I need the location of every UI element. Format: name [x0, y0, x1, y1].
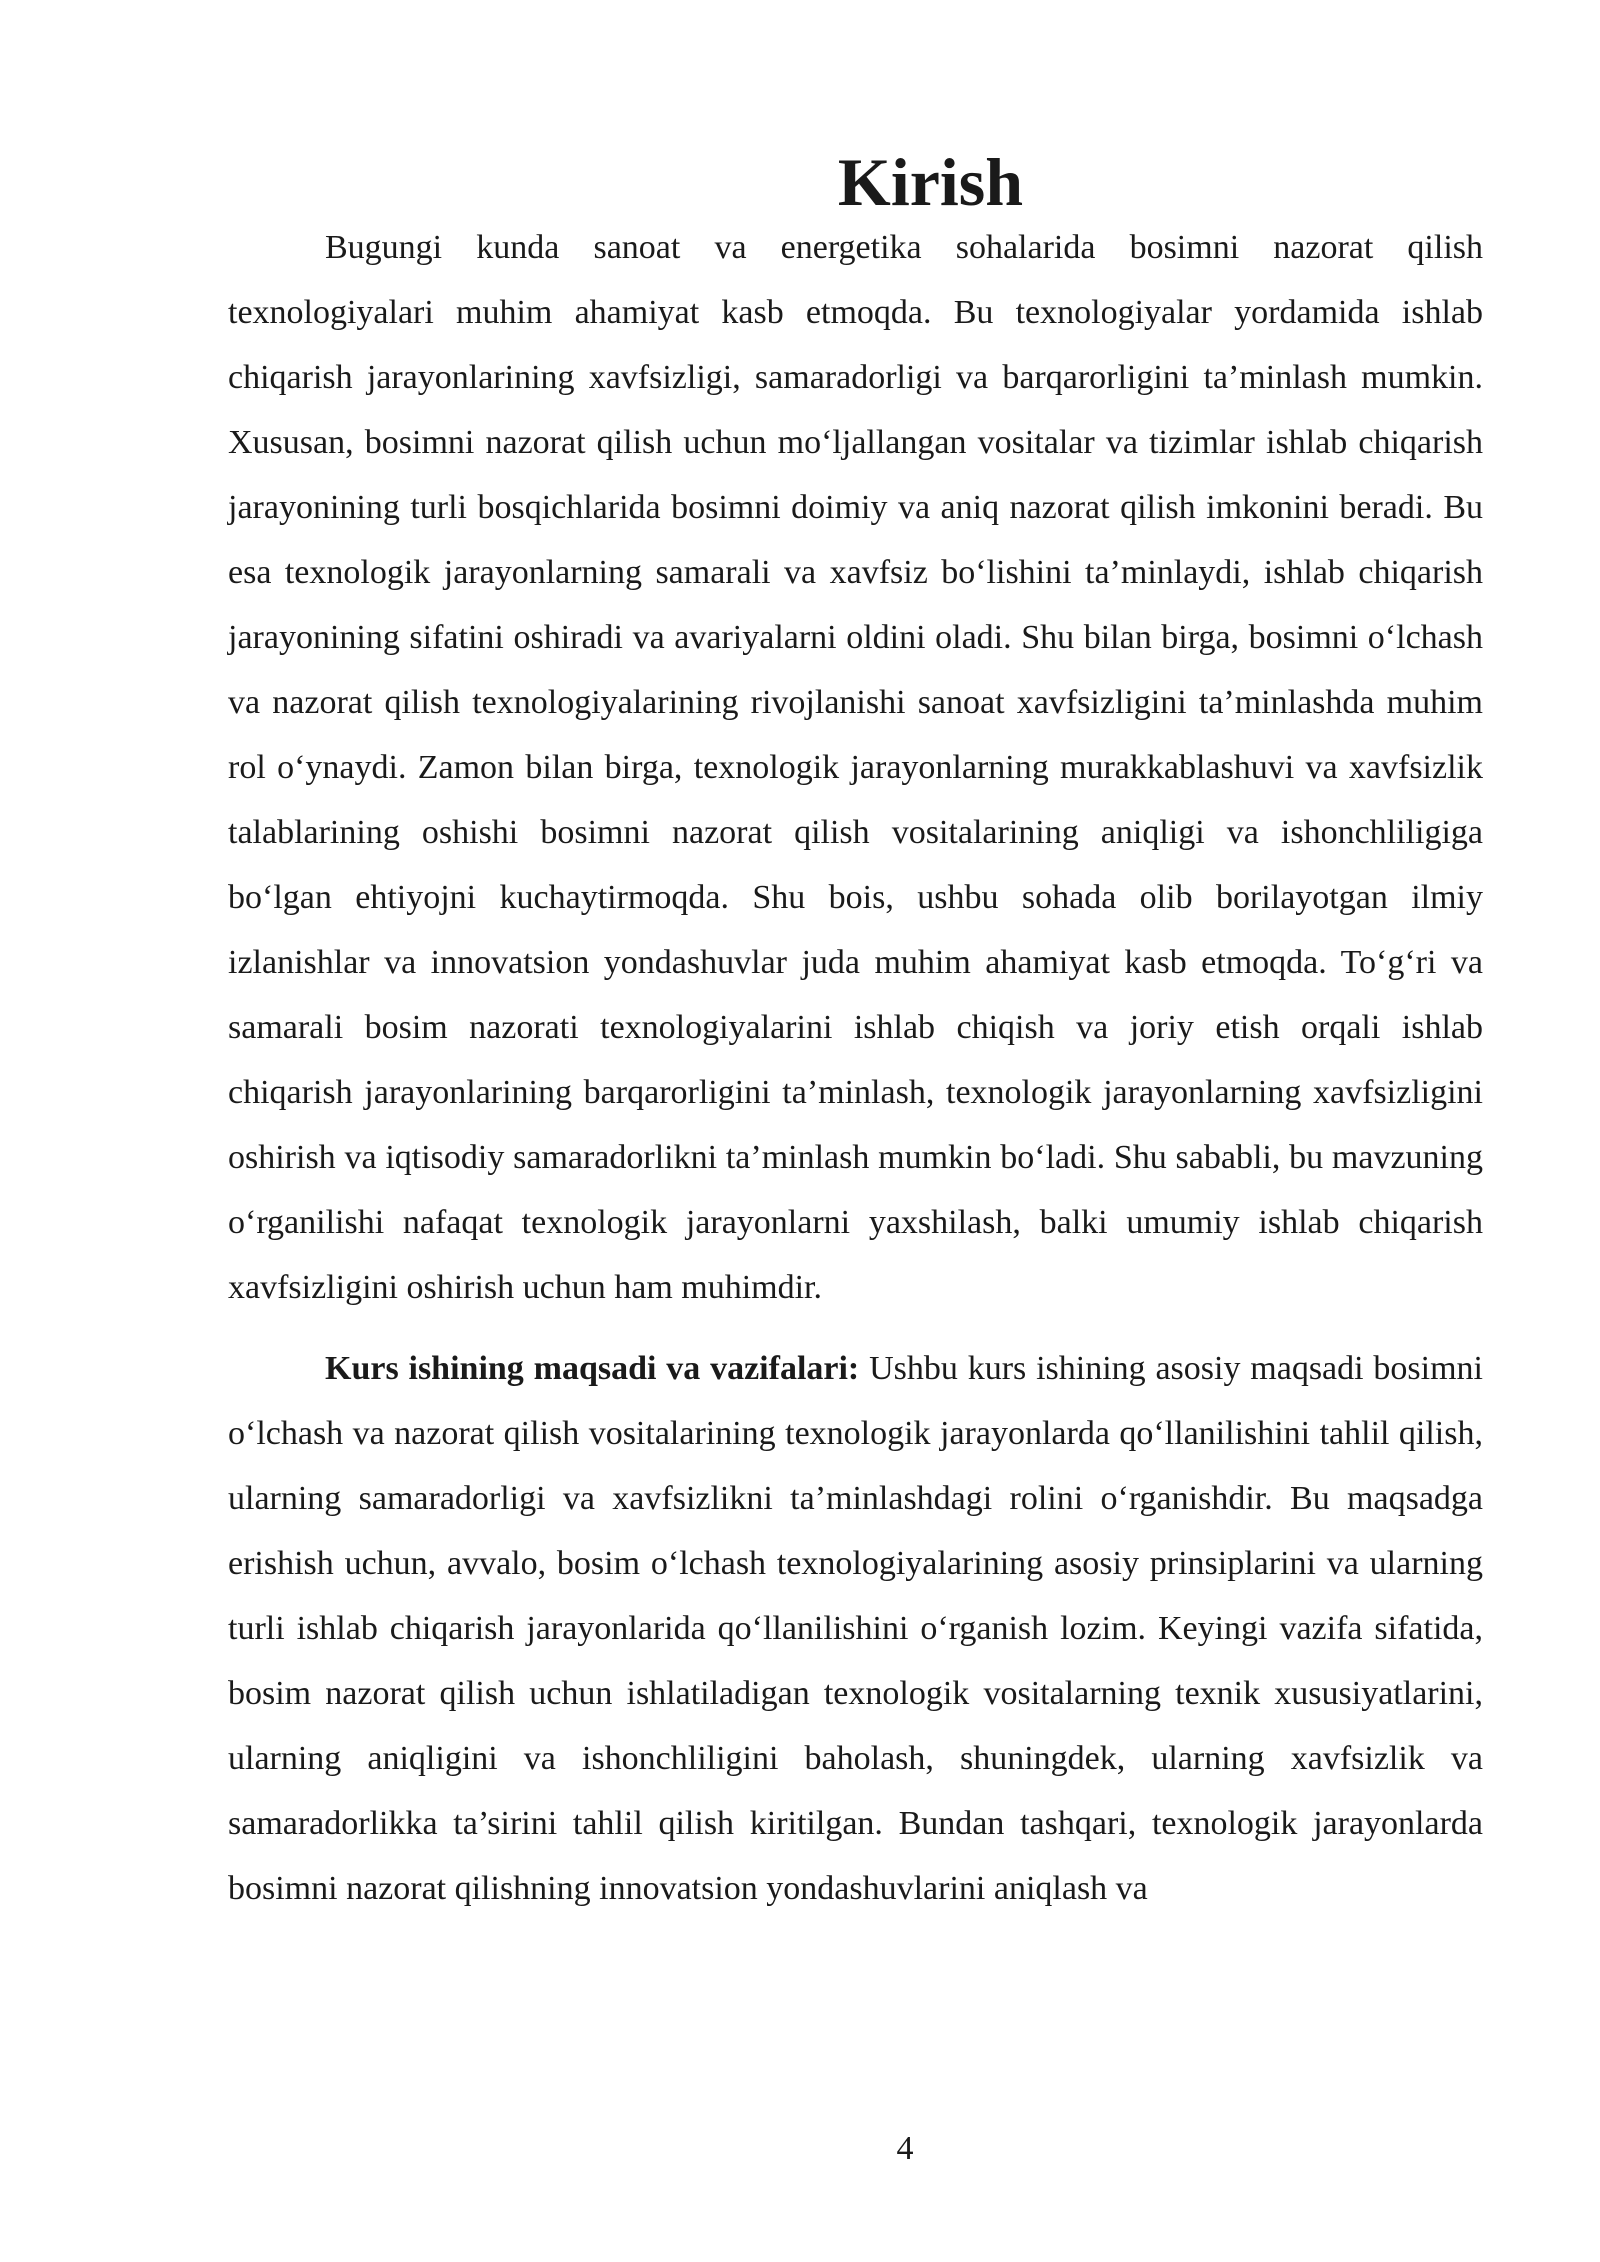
paragraph-introduction: Bugungi kunda sanoat va energetika sohalarida bosimni nazorat qilish texnologiyalari muhim ahamiyat kasb etmoqda. Bu texnologiyalar yordamida ishlab chiqarish jarayonlarining xavfsizligi, samaradorligi va barqarorligini ta’minlash mumkin. Xususan, bosimni nazorat qilish uchun mo‘ljallangan vositalar va tizimlar ishlab chiqarish jarayonining turli bosqichlarida bosimni doimiy va aniq nazorat qilish imkonini beradi. Bu esa texnologik jarayonlarning samarali va xavfsiz bo‘lishini ta’minlaydi, ishlab chiqarish jarayonining sifatini oshiradi va avariyalarni oldini oladi. Shu bilan birga, bosimni o‘lchash va nazorat qilish texnologiyalarining rivojlanishi sanoat xavfsizligini ta’minlashda muhim rol o‘ynaydi. Zamon bilan birga, texnologik jarayonlarning murakkablashuvi va xavfsizlik talablarining oshishi bosimni nazorat qilish vositalarining aniqligi va ishonchliligiga bo‘lgan ehtiyojni kuchaytirmoqda. Shu bois, ushbu sohada olib borilayotgan ilmiy izlanishlar va innovatsion yondashuvlar juda muhim ahamiyat kasb etmoqda. To‘g‘ri va samarali bosim nazorati texnologiyalarini ishlab chiqish va joriy etish orqali ishlab chiqarish jarayonlarining barqarorligini ta’minlash, texnologik jarayonlarning xavfsizligini oshirish va iqtisodiy samaradorlikni ta’minlash mumkin bo‘ladi. Shu sababli, bu mavzuning o‘rganilishi nafaqat texnologik jarayonlarni yaxshilash, balki umumiy ishlab chiqarish xavfsizligini oshirish uchun ham muhimdir.	[228, 229, 1483, 1306]
page-body	[228, 144, 1483, 1921]
section-heading: Kirish	[837, 144, 1024, 220]
page-number: 4	[896, 2130, 914, 2167]
paragraph-goals-lead: Kurs ishining maqsadi va vazifalari:	[325, 1350, 860, 1387]
paragraph-goals	[228, 1336, 1483, 1921]
paragraph-goals-body: Ushbu kurs ishining asosiy maqsadi bosimni o‘lchash va nazorat qilish vositalarining texnologik jarayonlarda qo‘llanilishini tahlil qilish, ularning samaradorligi va xavfsizlikni ta’minlashdagi rolini o‘rganishdir. Bu maqsadga erishish uchun, avvalo, bosim o‘lchash texnologiyalarining asosiy prinsiplarini va ularning turli ishlab chiqarish jarayonlarida qo‘llanilishini o‘rganish lozim. Keyingi vazifa sifatida, bosim nazorat qilish uchun ishlatiladigan texnologik vositalarning texnik xususiyatlarini, ularning aniqligini va ishonchliligini baholash, shuningdek, ularning xavfsizlik va samaradorlikka ta’sirini tahlil qilish kiritilgan. Bundan tashqari, texnologik jarayonlarda bosimni nazorat qilishning innovatsion yondashuvlarini aniqlash va	[228, 1350, 1483, 1907]
